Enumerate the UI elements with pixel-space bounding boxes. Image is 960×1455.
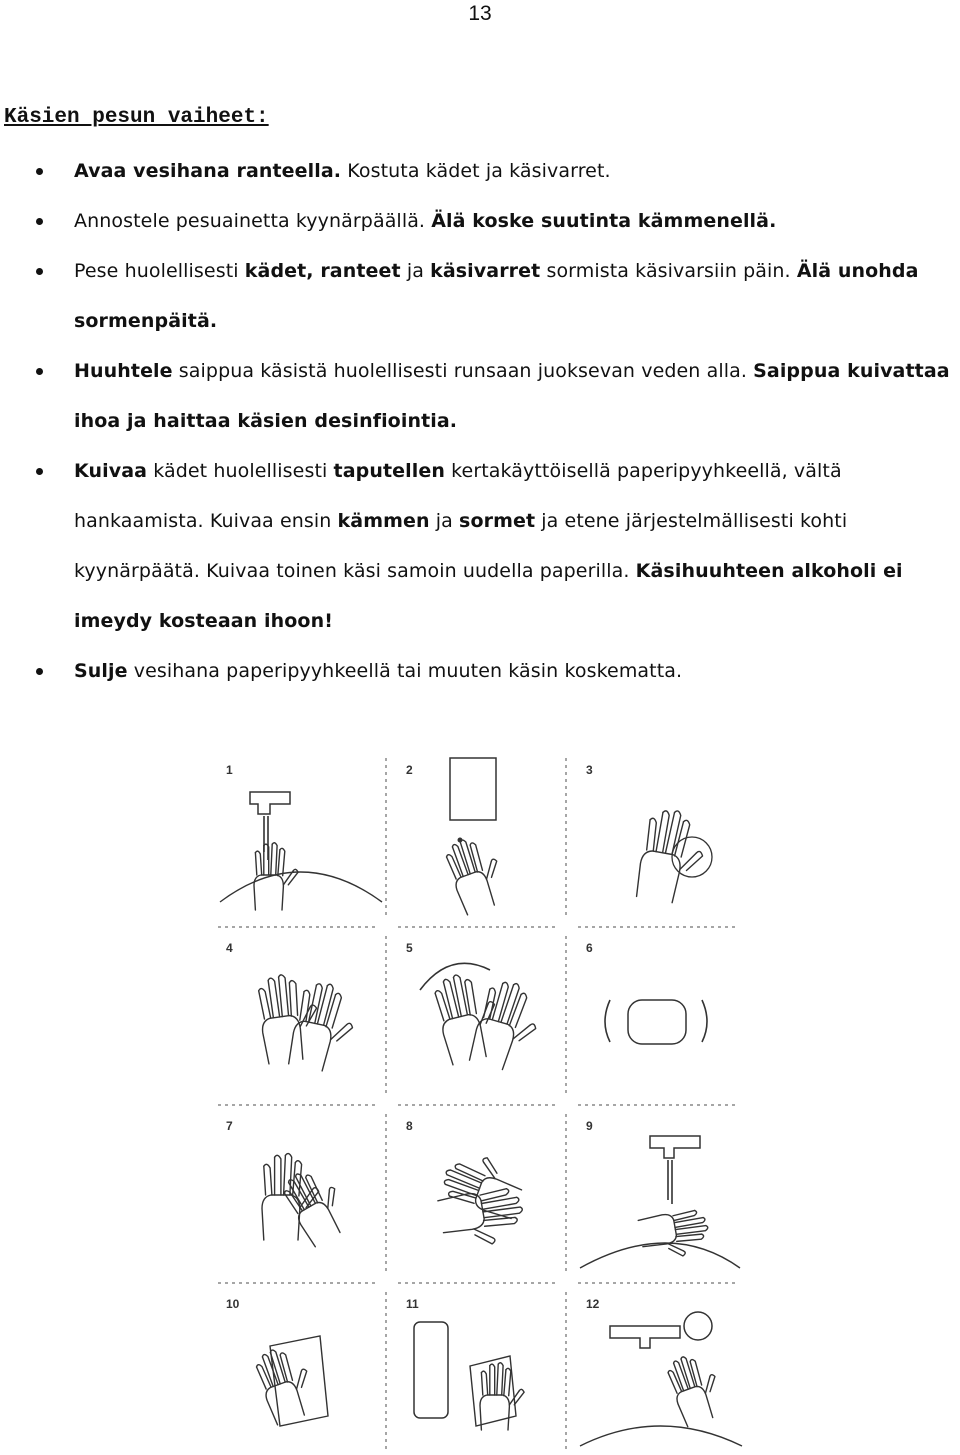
step-bold: Huuhtele: [74, 360, 173, 382]
panel-number: 5: [406, 941, 413, 955]
panel-number: 3: [586, 763, 593, 777]
panel-number: 11: [406, 1297, 419, 1311]
illustration-panel: [398, 936, 566, 1105]
hand-icon: [638, 1207, 712, 1262]
hand-icon: [262, 1154, 319, 1240]
step-text: sormista käsivarsiin päin.: [540, 260, 797, 282]
panel-number: 7: [226, 1119, 233, 1133]
panel-number: 10: [226, 1297, 240, 1311]
hand-icon: [438, 1185, 528, 1252]
hand-icon: [663, 1349, 727, 1427]
water-stream: [264, 816, 268, 860]
step-item: [36, 146, 960, 196]
dispenser-icon: [450, 758, 496, 820]
illustration-panel: [578, 1119, 740, 1283]
step-text: ja etene järjestelmällisesti kohti kyynärpäätä. Kuivaa toinen käsi samoin uudella paperilla.: [74, 510, 848, 582]
fist-icon: [628, 1000, 686, 1044]
step-bold: Kuivaa: [74, 460, 148, 482]
faucet-icon: [650, 1136, 700, 1158]
step-item: [36, 196, 960, 246]
illustration-panel: [226, 1292, 386, 1452]
hand-icon: [255, 971, 323, 1065]
step-text: kädet huolellisesti: [147, 460, 334, 482]
step-bold: Sulje: [74, 660, 128, 682]
step-text: vesihana paperipyyhkeellä tai muuten käsin koskematta.: [127, 660, 683, 682]
illustration-panel: [398, 758, 566, 927]
motion-arrow: [605, 1000, 610, 1042]
bullet-icon: [36, 468, 43, 475]
step-text: ja: [400, 260, 431, 282]
panel-number: 8: [406, 1119, 413, 1133]
illustration-panel: [398, 1114, 566, 1283]
hand-icon: [287, 979, 360, 1075]
handwashing-illustration: [210, 752, 770, 1452]
hand-icon: [468, 977, 546, 1076]
bullet-icon: [36, 218, 43, 225]
step-bold: Avaa vesihana ranteella.: [74, 160, 342, 182]
panel-number: 4: [226, 941, 233, 955]
step-bold: taputellen: [333, 460, 445, 482]
illustration-panel: [218, 936, 386, 1105]
panel-number: 1: [226, 763, 233, 777]
step-text: kertakäyttöisellä paperipyyhkeellä, vältä hankaamista. Kuivaa ensin: [74, 460, 842, 532]
step-text: Pese huolellisesti: [74, 260, 245, 282]
illustration-panel: [218, 1114, 386, 1283]
section-title: Käsien pesun vaiheet:: [4, 106, 269, 129]
illustration-panel: [578, 941, 738, 1105]
illustration-panel: [578, 763, 738, 927]
hand-icon: [442, 831, 511, 915]
page-number: 13: [468, 2, 492, 25]
bullet-icon: [36, 268, 43, 275]
water-stream: [668, 1160, 672, 1204]
step-bold: kädet, ranteet: [244, 260, 401, 282]
faucet-handle-icon: [684, 1312, 712, 1340]
step-bold: Älä unohda sormenpäitä.: [74, 260, 919, 332]
hand-icon: [430, 968, 506, 1066]
step-text: Annostele pesuainetta kyynärpäällä.: [74, 210, 432, 232]
faucet-icon: [250, 792, 290, 814]
bullet-icon: [36, 668, 43, 675]
illustration-panel: [580, 1297, 742, 1446]
sink-icon: [580, 1243, 740, 1268]
faucet-icon: [610, 1326, 680, 1348]
panel-number: 2: [406, 763, 413, 777]
handwashing-steps-list: [36, 146, 960, 696]
sink-icon: [220, 872, 382, 902]
panel-number: 9: [586, 1119, 593, 1133]
step-item: [36, 446, 960, 646]
bullet-icon: [36, 368, 43, 375]
step-text: saippua käsistä huolellisesti runsaan juoksevan veden alla.: [172, 360, 754, 382]
illustration-panel: [218, 758, 386, 927]
hand-icon: [278, 1161, 355, 1247]
bullet-icon: [36, 168, 43, 175]
step-item: [36, 346, 960, 446]
step-bold: käsivarret: [430, 260, 541, 282]
step-bold: sormet: [459, 510, 536, 532]
illustration-panel: [406, 1292, 566, 1452]
step-bold: kämmen: [337, 510, 430, 532]
motion-arrow: [702, 1000, 707, 1042]
hand-icon: [252, 1341, 321, 1425]
step-text: ja: [429, 510, 460, 532]
step-bold: Käsihuuhteen alkoholi ei imeydy kosteaan ihoon!: [74, 560, 903, 632]
handwashing-diagram: [210, 752, 770, 1452]
sink-icon: [580, 1426, 742, 1446]
step-bold: Saippua kuivattaa ihoa ja haittaa käsien desinfiointia.: [74, 360, 950, 432]
step-text: Kostuta kädet ja käsivarret.: [341, 160, 611, 182]
step-item: [36, 246, 960, 346]
panel-number: 12: [586, 1297, 600, 1311]
step-item: [36, 646, 960, 696]
towel-dispenser-icon: [414, 1322, 448, 1418]
hand-icon: [254, 843, 298, 910]
panel-number: 6: [586, 941, 593, 955]
step-bold: Älä koske suutinta kämmenellä.: [431, 210, 777, 232]
